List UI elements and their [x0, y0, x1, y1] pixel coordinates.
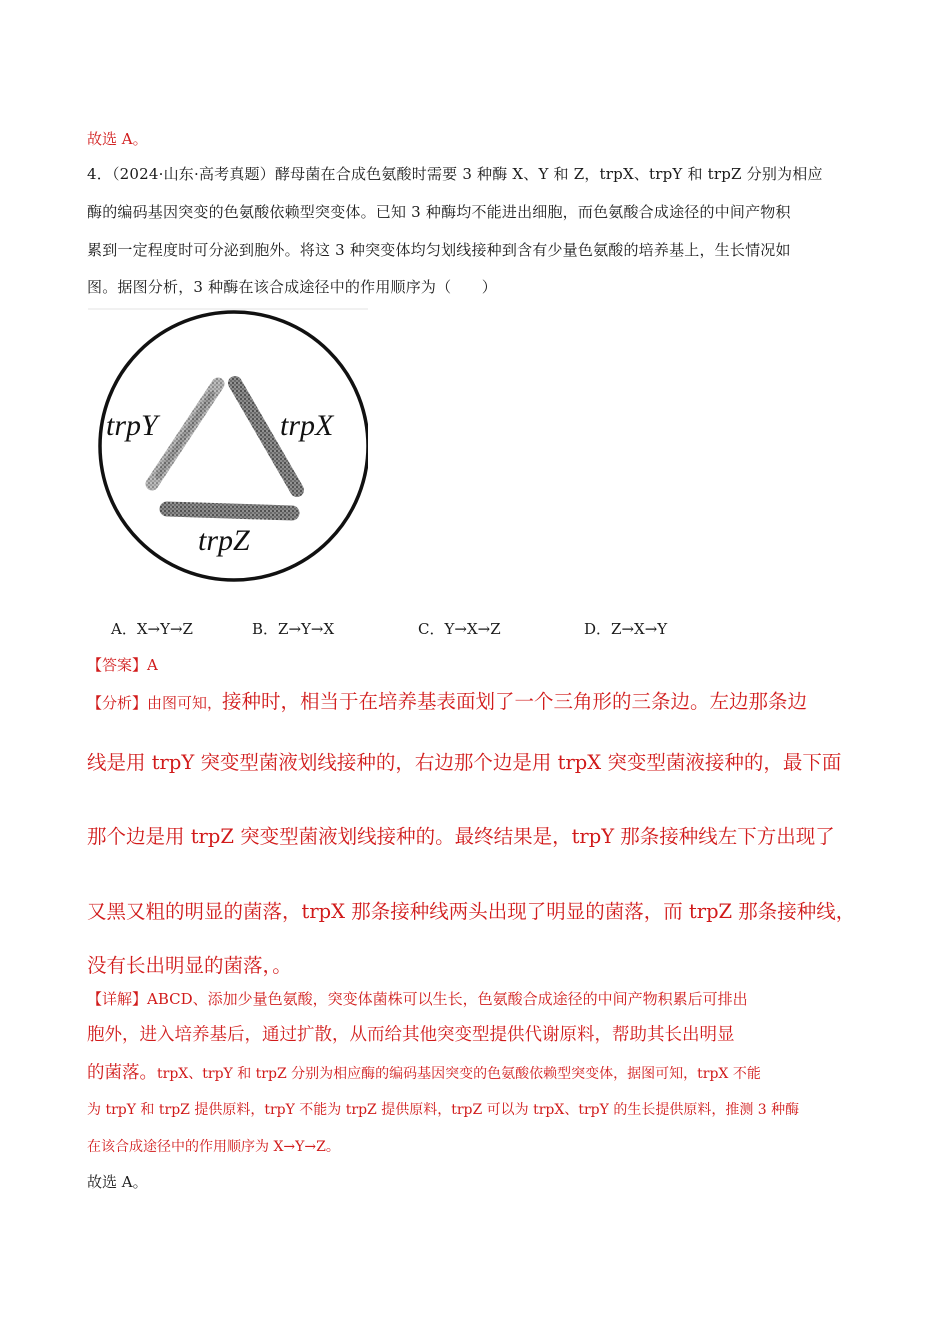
- option-c[interactable]: [418, 618, 501, 639]
- detail-tag: 【详解】: [87, 990, 148, 1008]
- detail-text: trpX、trpY 和 trpZ 分别为相应酶的编码基因突变的色氨酸依赖型突变体，据图可知，trpX 不能: [157, 1066, 761, 1082]
- option-key: C．: [418, 620, 445, 638]
- option-text: Z→Y→X: [278, 620, 335, 638]
- petri-dish-svg: [88, 306, 368, 584]
- detail-line: 为 trpY 和 trpZ 提供原料，trpY 不能为 trpZ 提供原料，trpZ 可以为 trpX、trpY 的生长提供原料，推测 3 种酶: [87, 1102, 800, 1118]
- streak-trpZ: [167, 509, 292, 513]
- detail-text: ABCD、添加少量色氨酸，突变体菌株可以生长，色氨酸合成途径的中间产物积累后可排出: [147, 990, 748, 1008]
- analysis-text: 接种时，相当于在培养基表面划了一个三角形的三条边。左边那条边: [222, 690, 808, 713]
- analysis-line: 又黑又粗的明显的菌落，trpX 那条接种线两头出现了明显的菌落，而 trpZ 那条接种线，: [87, 900, 856, 923]
- conclusion: 故选 A。: [87, 1173, 148, 1191]
- detail-line: [87, 1059, 761, 1084]
- previous-conclusion: 故选 A。: [87, 130, 148, 148]
- analysis-line: 没有长出明显的菌落，。: [87, 954, 292, 977]
- option-key: D．: [584, 620, 612, 638]
- option-a[interactable]: [111, 618, 193, 639]
- detail-line: [87, 988, 748, 1009]
- option-key: A．: [111, 620, 137, 638]
- analysis-line: 线是用 trpY 突变型菌液划线接种的，右边那个边是用 trpX 突变型菌液接种的，最下面: [87, 751, 842, 774]
- option-text: Z→X→Y: [611, 620, 668, 638]
- option-b[interactable]: [252, 618, 334, 639]
- option-text: X→Y→Z: [136, 620, 193, 638]
- answer-value: A: [147, 656, 158, 674]
- question-line: 酶的编码基因突变的色氨酸依赖型突变体。已知 3 种酶均不能进出细胞，而色氨酸合成途径的中间产物积: [87, 203, 791, 221]
- question-line: 累到一定程度时可分泌到胞外。将这 3 种突变体均匀划线接种到含有少量色氨酸的培养基上，生长情况如: [87, 241, 791, 259]
- analysis-lead: 由图可知，: [147, 694, 223, 712]
- detail-line: 在该合成途径中的作用顺序为 X→Y→Z。: [87, 1139, 340, 1155]
- answer-line: [87, 654, 158, 675]
- detail-line: 胞外，进入培养基后，通过扩散，从而给其他突变型提供代谢原料，帮助其长出明显: [87, 1025, 735, 1045]
- question-line: 图。据图分析，3 种酶在该合成途径中的作用顺序为（ ）: [87, 278, 497, 296]
- question-line: 4．（2024·山东·高考真题）酵母菌在合成色氨酸时需要 3 种酶 X、Y 和 Z，trpX、trpY 和 trpZ 分别为相应: [87, 165, 823, 183]
- analysis-line: [87, 686, 807, 714]
- label-trpY: trpY: [106, 409, 158, 442]
- petri-dish-figure: [88, 306, 368, 584]
- analysis-line: 那个边是用 trpZ 突变型菌液划线接种的。最终结果是，trpY 那条接种线左下方出现了: [87, 825, 835, 848]
- option-text: Y→X→Z: [444, 620, 501, 638]
- option-key: B．: [252, 620, 279, 638]
- answer-tag: 【答案】: [87, 656, 148, 674]
- option-d[interactable]: [584, 618, 667, 639]
- label-trpX: trpX: [280, 409, 334, 442]
- label-trpZ: trpZ: [198, 524, 250, 557]
- detail-text: 的菌落。: [87, 1063, 157, 1083]
- analysis-tag: 【分析】: [87, 694, 148, 712]
